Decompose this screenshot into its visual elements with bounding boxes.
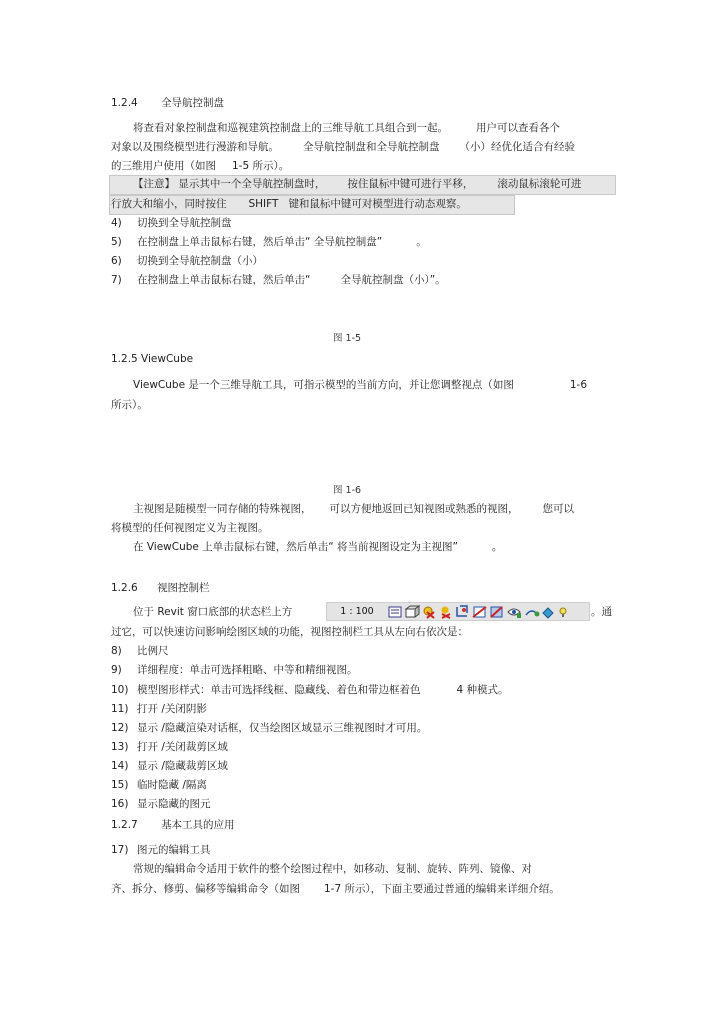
text-run: 。 [491, 541, 503, 553]
item-text: ”。 [429, 274, 446, 286]
paragraph-line [133, 121, 560, 135]
heading-number: 1.2.6 [111, 582, 138, 594]
paragraph-line: 。通 [591, 606, 612, 618]
item-text: 。 [416, 236, 427, 248]
item-number: 15) [111, 779, 129, 791]
item-text: 图元的编辑工具 [137, 844, 211, 856]
text-run: 用户可以查看各个 [476, 122, 560, 134]
crop-region-icon[interactable] [473, 607, 486, 617]
list-item [111, 740, 228, 754]
heading-title: 全导航控制盘 [161, 97, 225, 109]
text-run: 【注意】 显示其中一个全导航控制盘时， [133, 178, 326, 190]
item-text: 临时隐藏 /隔离 [137, 779, 207, 791]
scale-button[interactable]: 1 : 100 [340, 606, 374, 617]
item-number: 17) [111, 844, 129, 856]
item-number: 6) [111, 255, 122, 267]
item-text: 详细程度：单击可选择粗略、中等和精细视图。 [137, 664, 358, 676]
paragraph-line [111, 159, 289, 173]
text-run: 行放大和缩小，同时按住 [111, 198, 227, 210]
list-item [111, 778, 207, 792]
item-text: 切换到全导航控制盘（小） [137, 255, 263, 267]
item-number: 14) [111, 760, 129, 772]
text-run: 主视图是随模型一同存储的特殊视图， [133, 503, 312, 515]
paragraph-line [133, 502, 574, 516]
text-run: 1-7 所示），下面主要通过普通的编辑来详细介绍。 [324, 883, 560, 895]
heading-title: 视图控制栏 [157, 582, 210, 594]
item-number: 16) [111, 798, 129, 810]
item-number: 7) [111, 274, 122, 286]
list-item [111, 702, 207, 716]
text-run: 在 ViewCube 上单击鼠标右键，然后单击“ 将当前视图设定为主视图” [133, 541, 458, 553]
item-text: 显示 /隐藏渲染对话框，仅当绘图区域显示三维视图时才可用。 [137, 722, 428, 734]
section-1-2-6-heading [111, 581, 210, 595]
list-item [111, 797, 211, 811]
text-run: 您可以 [542, 503, 574, 515]
paragraph-line: 常规的编辑命令适用于软件的整个绘图过程中，如移动、复制、旋转、阵列、镜像、对 [133, 863, 532, 875]
shadows-icon[interactable] [424, 607, 434, 618]
figure-caption: 图 1-5 [333, 333, 362, 344]
text-run: SHIFT [248, 198, 279, 210]
section-1-2-4-heading [111, 96, 224, 110]
item-number: 4) [111, 217, 122, 229]
item-number: 9) [111, 664, 122, 676]
list-item [111, 216, 232, 230]
item-text: 切换到全导航控制盘 [137, 217, 232, 229]
text-run: 键和鼠标中键可对模型进行动态观察。 [288, 198, 467, 210]
item-text: 在控制盘上单击鼠标右键，然后单击“ [137, 274, 311, 286]
analysis-icon[interactable] [543, 608, 553, 618]
note-line [111, 197, 467, 211]
item-text: 打开 /关闭裁剪区域 [137, 741, 228, 753]
list-item [111, 663, 358, 677]
visual-style-icon[interactable] [406, 606, 419, 617]
list-item [111, 273, 446, 287]
text-run: 将查看对象控制盘和巡视建筑控制盘上的三维导航工具组合到一起。 [133, 122, 448, 134]
paragraph-line [133, 378, 587, 392]
item-text: 模型图形样式：单击可选择线框、隐藏线、着色和带边框着色 [137, 684, 421, 696]
text-run: 1-5 所示）。 [232, 160, 290, 172]
heading-number: 1.2.7 [111, 819, 138, 831]
item-text: 全导航控制盘（小） [340, 274, 430, 286]
item-text: 比例尺 [137, 645, 169, 657]
paragraph-line: 过它，可以快速访问影响绘图区域的功能，视图控制栏工具从左向右依次是： [111, 626, 468, 638]
text-run: ViewCube 是一个三维导航工具，可指示模型的当前方向，并让您调整视点（如图 [133, 379, 514, 391]
item-number: 13) [111, 741, 129, 753]
item-number: 10) [111, 684, 129, 696]
paragraph-line: 位于 Revit 窗口底部的状态栏上方 [133, 606, 293, 618]
list-item [111, 759, 228, 773]
item-text: 在控制盘上单击鼠标右键，然后单击“ 全导航控制盘” [137, 236, 383, 248]
item-text: 显示隐藏的图元 [137, 798, 211, 810]
item-number: 12) [111, 722, 129, 734]
toolbar-icons [387, 604, 583, 620]
detail-level-icon[interactable] [389, 607, 401, 617]
heading-title: 基本工具的应用 [161, 819, 235, 831]
text-run: 齐、拆分、修剪、偏移等编辑命令（如图 [111, 883, 300, 895]
render-icon[interactable] [442, 606, 451, 618]
list-item [111, 235, 427, 249]
section-1-2-5-heading: 1.2.5 ViewCube [111, 353, 194, 365]
text-run: 可以方便地返回已知视图或熟悉的视图， [329, 503, 519, 515]
hide-isolate-icon[interactable] [491, 607, 502, 617]
paragraph-line: 将模型的任何视图定义为主视图。 [111, 522, 269, 534]
item-text: 4 种模式。 [456, 684, 509, 696]
text-run: 滚动鼠标滚轮可进 [497, 178, 582, 190]
list-item [111, 644, 169, 658]
list-item [111, 721, 427, 735]
worksets-icon[interactable] [526, 611, 540, 617]
view-control-bar [326, 602, 590, 621]
list-item [111, 254, 263, 268]
text-run: 1-6 [569, 379, 588, 391]
note-line [133, 177, 581, 191]
item-text: 显示 /隐藏裁剪区域 [137, 760, 228, 772]
reveal-hidden-icon[interactable] [508, 609, 521, 618]
paragraph-line [133, 540, 502, 554]
item-number: 11) [111, 703, 129, 715]
item-number: 8) [111, 645, 122, 657]
bulb-icon[interactable] [560, 608, 566, 617]
text-run: 按住鼠标中键可进行平移， [347, 178, 474, 190]
text-run: 的三维用户使用（如图 [111, 160, 216, 172]
list-item [111, 843, 211, 857]
list-item [111, 683, 509, 697]
paragraph-line: 所示）。 [111, 399, 148, 411]
item-number: 5) [111, 236, 122, 248]
text-run: 对象以及围绕模型进行漫游和导航。 [111, 141, 279, 153]
section-1-2-7-heading [111, 818, 235, 832]
text-run: 全导航控制盘和全导航控制盘 [303, 141, 440, 153]
paragraph-line [111, 882, 560, 896]
crop-icon[interactable] [457, 606, 467, 616]
figure-caption: 图 1-6 [333, 485, 362, 496]
text-run: （小）经优化适合有经验 [459, 141, 575, 153]
heading-number: 1.2.4 [111, 97, 138, 109]
item-text: 打开 /关闭阴影 [137, 703, 207, 715]
paragraph-line [111, 140, 575, 154]
